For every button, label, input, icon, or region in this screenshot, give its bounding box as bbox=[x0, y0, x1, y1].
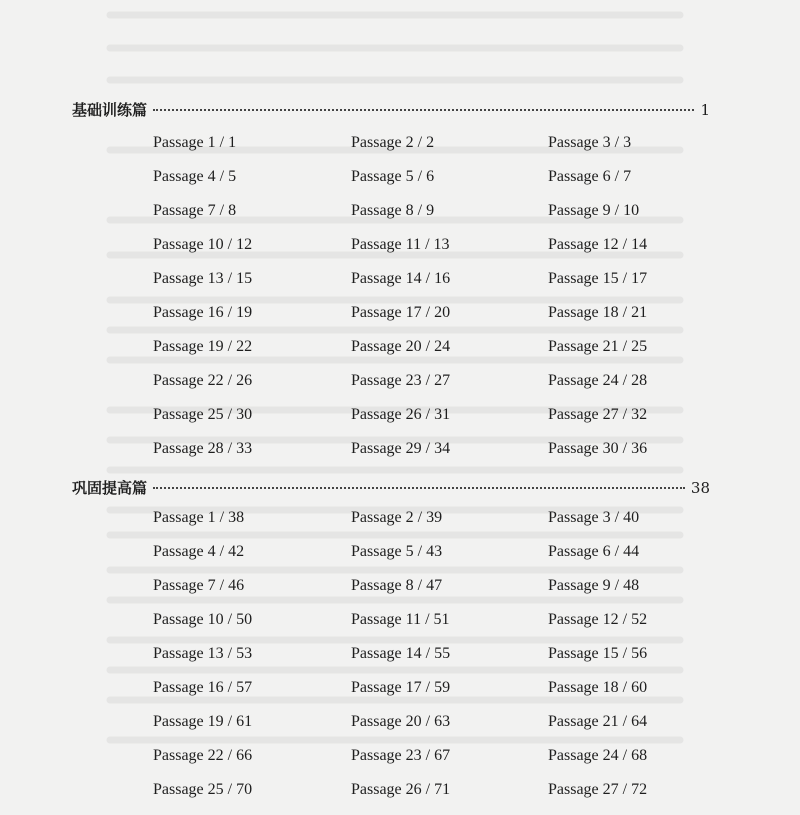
toc-entry: Passage 10 / 12 bbox=[153, 236, 253, 253]
toc-entry: Passage 15 / 17 bbox=[548, 270, 648, 287]
toc-row bbox=[153, 509, 713, 543]
toc-entry: Passage 7 / 46 bbox=[153, 577, 245, 594]
toc-entry: Passage 12 / 52 bbox=[548, 611, 648, 628]
section-title: 基础训练篇 bbox=[72, 101, 148, 119]
toc-entry: Passage 16 / 19 bbox=[153, 304, 253, 321]
toc-entry: Passage 25 / 70 bbox=[153, 781, 253, 798]
toc-entry: Passage 19 / 22 bbox=[153, 338, 253, 355]
toc-row bbox=[153, 406, 713, 440]
toc-row bbox=[153, 747, 713, 781]
toc-row bbox=[153, 202, 713, 236]
toc-entry: Passage 16 / 57 bbox=[153, 679, 253, 696]
toc-entry: Passage 26 / 31 bbox=[351, 406, 451, 423]
section-page-number: 1 bbox=[700, 101, 710, 119]
toc-entry: Passage 2 / 2 bbox=[351, 134, 435, 151]
toc-row bbox=[153, 304, 713, 338]
toc-entry: Passage 6 / 7 bbox=[548, 168, 632, 185]
toc-entry: Passage 27 / 32 bbox=[548, 406, 648, 423]
section-entries-consolidation bbox=[153, 509, 713, 815]
toc-row bbox=[153, 168, 713, 202]
toc-entry: Passage 11 / 51 bbox=[351, 611, 450, 628]
toc-entry: Passage 21 / 25 bbox=[548, 338, 648, 355]
toc-entry: Passage 27 / 72 bbox=[548, 781, 648, 798]
toc-row bbox=[153, 270, 713, 304]
toc-entry: Passage 10 / 50 bbox=[153, 611, 253, 628]
toc-entry: Passage 5 / 6 bbox=[351, 168, 435, 185]
toc-entry: Passage 20 / 24 bbox=[351, 338, 451, 355]
toc-entry: Passage 7 / 8 bbox=[153, 202, 237, 219]
toc-entry: Passage 21 / 64 bbox=[548, 713, 648, 730]
toc-row bbox=[153, 645, 713, 679]
toc-entry: Passage 22 / 26 bbox=[153, 372, 253, 389]
toc-entry: Passage 30 / 36 bbox=[548, 440, 648, 457]
toc-entry: Passage 11 / 13 bbox=[351, 236, 450, 253]
toc-row bbox=[153, 611, 713, 645]
toc-entry: Passage 18 / 60 bbox=[548, 679, 648, 696]
toc-entry: Passage 18 / 21 bbox=[548, 304, 648, 321]
toc-entry: Passage 23 / 27 bbox=[351, 372, 451, 389]
toc-entry: Passage 6 / 44 bbox=[548, 543, 640, 560]
toc-entry: Passage 24 / 68 bbox=[548, 747, 648, 764]
toc-row bbox=[153, 543, 713, 577]
toc-entry: Passage 3 / 40 bbox=[548, 509, 640, 526]
toc-row bbox=[153, 372, 713, 406]
toc-entry: Passage 23 / 67 bbox=[351, 747, 451, 764]
toc-entry: Passage 15 / 56 bbox=[548, 645, 648, 662]
toc-entry: Passage 20 / 63 bbox=[351, 713, 451, 730]
toc-entry: Passage 17 / 59 bbox=[351, 679, 451, 696]
dot-leader bbox=[153, 109, 694, 111]
section-entries-basic-training bbox=[153, 134, 713, 474]
toc-entry: Passage 5 / 43 bbox=[351, 543, 443, 560]
section-heading-consolidation bbox=[72, 477, 710, 498]
toc-entry: Passage 4 / 42 bbox=[153, 543, 245, 560]
section-page-number: 38 bbox=[690, 479, 710, 497]
toc-row bbox=[153, 440, 713, 474]
toc-entry: Passage 2 / 39 bbox=[351, 509, 443, 526]
toc-entry: Passage 3 / 3 bbox=[548, 134, 632, 151]
toc-entry: Passage 4 / 5 bbox=[153, 168, 237, 185]
toc-entry: Passage 13 / 15 bbox=[153, 270, 253, 287]
toc-entry: Passage 26 / 71 bbox=[351, 781, 451, 798]
toc-row bbox=[153, 781, 713, 815]
toc-row bbox=[153, 338, 713, 372]
toc-entry: Passage 9 / 48 bbox=[548, 577, 640, 594]
toc-entry: Passage 24 / 28 bbox=[548, 372, 648, 389]
toc-row bbox=[153, 679, 713, 713]
toc-entry: Passage 14 / 55 bbox=[351, 645, 451, 662]
toc-entry: Passage 13 / 53 bbox=[153, 645, 253, 662]
toc-entry: Passage 1 / 38 bbox=[153, 509, 245, 526]
toc-entry: Passage 28 / 33 bbox=[153, 440, 253, 457]
toc-entry: Passage 1 / 1 bbox=[153, 134, 237, 151]
toc-entry: Passage 12 / 14 bbox=[548, 236, 648, 253]
toc-entry: Passage 17 / 20 bbox=[351, 304, 451, 321]
toc-entry: Passage 22 / 66 bbox=[153, 747, 253, 764]
toc-row bbox=[153, 236, 713, 270]
toc-row bbox=[153, 713, 713, 747]
toc-entry: Passage 25 / 30 bbox=[153, 406, 253, 423]
toc-entry: Passage 9 / 10 bbox=[548, 202, 640, 219]
toc-entry: Passage 29 / 34 bbox=[351, 440, 451, 457]
toc-entry: Passage 14 / 16 bbox=[351, 270, 451, 287]
toc-row bbox=[153, 134, 713, 168]
dot-leader bbox=[153, 487, 685, 489]
toc-entry: Passage 19 / 61 bbox=[153, 713, 253, 730]
toc-entry: Passage 8 / 9 bbox=[351, 202, 435, 219]
toc-entry: Passage 8 / 47 bbox=[351, 577, 443, 594]
toc-row bbox=[153, 577, 713, 611]
section-title: 巩固提高篇 bbox=[72, 479, 148, 497]
section-heading-basic-training bbox=[72, 99, 710, 120]
